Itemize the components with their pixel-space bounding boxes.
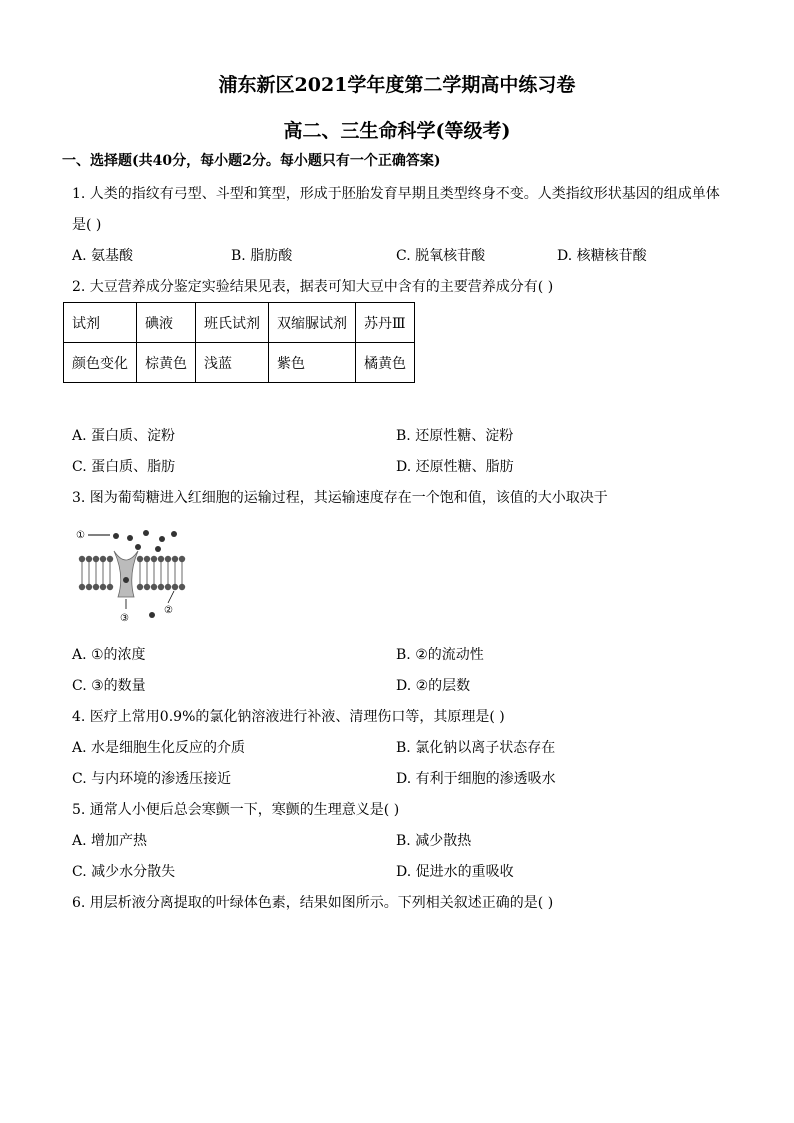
table-cell: 紫色 xyxy=(269,343,356,383)
glucose-molecule xyxy=(143,530,149,536)
q1-stem-line1: 1. 人类的指纹有弓型、斗型和箕型，形成于胚胎发育早期且类型终身不变。人类指纹形状基因的组成单体 xyxy=(72,186,720,202)
table-cell: 橘黄色 xyxy=(356,343,415,383)
q4-stem: 4. 医疗上常用0.9%的氯化钠溶液进行补液、清理伤口等，其原理是( ) xyxy=(72,709,505,725)
label-2: ② xyxy=(164,605,173,616)
reagent-result-table xyxy=(63,302,415,383)
table-cell: 苏丹Ⅲ xyxy=(356,303,415,343)
label-3: ③ xyxy=(120,613,129,624)
q2-option-d: D. 还原性糖、脂肪 xyxy=(396,459,514,475)
q4-option-c: C. 与内环境的渗透压接近 xyxy=(72,771,232,787)
table-cell: 班氏试剂 xyxy=(196,303,269,343)
table-cell: 颜色变化 xyxy=(64,343,137,383)
q2-option-a: A. 蛋白质、淀粉 xyxy=(72,428,176,444)
table-cell: 碘液 xyxy=(137,303,196,343)
q2-option-b: B. 还原性糖、淀粉 xyxy=(396,428,514,444)
q1-stem-line2: 是( ) xyxy=(72,217,102,233)
table-row xyxy=(64,303,415,343)
membrane-transport-diagram xyxy=(74,525,194,625)
exam-subtitle: 高二、三生命科学(等级考) xyxy=(283,120,511,142)
carrier-protein xyxy=(114,551,138,597)
q1-option-a: A. 氨基酸 xyxy=(72,248,134,264)
section-heading: 一、选择题(共40分，每小题2分。每小题只有一个正确答案) xyxy=(62,153,441,169)
table-row xyxy=(64,343,415,383)
q4-option-b: B. 氯化钠以离子状态存在 xyxy=(396,740,556,756)
q2-stem: 2. 大豆营养成分鉴定实验结果见表，据表可知大豆中含有的主要营养成分有( ) xyxy=(72,279,554,295)
q3-option-a: A. ①的浓度 xyxy=(72,647,146,663)
table-cell: 双缩脲试剂 xyxy=(269,303,356,343)
label-1: ① xyxy=(76,530,85,541)
q1-option-c: C. 脱氧核苷酸 xyxy=(396,248,486,264)
glucose-molecule xyxy=(171,531,177,537)
q5-stem: 5. 通常人小便后总会寒颤一下，寒颤的生理意义是( ) xyxy=(72,802,400,818)
table-cell: 试剂 xyxy=(64,303,137,343)
q5-option-a: A. 增加产热 xyxy=(72,833,148,849)
label-2-pointer xyxy=(168,591,174,603)
glucose-molecule xyxy=(127,535,133,541)
table-cell: 棕黄色 xyxy=(137,343,196,383)
q5-option-b: B. 减少散热 xyxy=(396,833,472,849)
q2-option-c: C. 蛋白质、脂肪 xyxy=(72,459,176,475)
exam-title: 浦东新区2021学年度第二学期高中练习卷 xyxy=(218,74,576,96)
q1-option-b: B. 脂肪酸 xyxy=(231,248,293,264)
q6-stem: 6. 用层析液分离提取的叶绿体色素，结果如图所示。下列相关叙述正确的是( ) xyxy=(72,895,554,911)
glucose-molecule xyxy=(155,546,161,552)
q3-stem: 3. 图为葡萄糖进入红细胞的运输过程，其运输速度存在一个饱和值，该值的大小取决于 xyxy=(72,490,608,506)
q5-option-d: D. 促进水的重吸收 xyxy=(396,864,514,880)
glucose-molecule xyxy=(149,612,155,618)
q3-option-d: D. ②的层数 xyxy=(396,678,471,694)
q4-option-d: D. 有利于细胞的渗透吸水 xyxy=(396,771,556,787)
glucose-in-transit xyxy=(123,577,129,583)
q5-option-c: C. 减少水分散失 xyxy=(72,864,176,880)
q4-option-a: A. 水是细胞生化反应的介质 xyxy=(72,740,246,756)
q3-option-b: B. ②的流动性 xyxy=(396,647,484,663)
glucose-molecule xyxy=(113,533,119,539)
glucose-molecule xyxy=(135,544,141,550)
table-cell: 浅蓝 xyxy=(196,343,269,383)
glucose-molecule xyxy=(159,536,165,542)
q3-option-c: C. ③的数量 xyxy=(72,678,146,694)
q1-option-d: D. 核糖核苷酸 xyxy=(557,248,647,264)
